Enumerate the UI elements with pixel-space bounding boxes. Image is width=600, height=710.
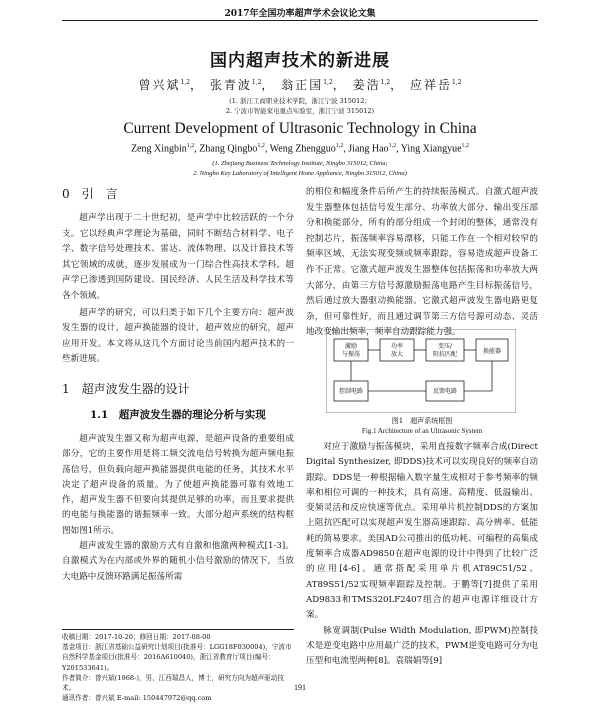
author-cn: 张青波 bbox=[209, 78, 252, 92]
title-en: Current Development of Ultrasonic Technology in China bbox=[123, 120, 477, 137]
author-en: Zeng Xingbin bbox=[130, 143, 187, 155]
figure-caption-cn: 图1 超声系统框图 bbox=[391, 417, 453, 425]
paragraph-1-1-b: 超声波发生器的激励方式有自激和他激两种模式[1-3]。自激模式为在内部或外界的随机小信号激励的情况下，当放大电路中反馈环路满足振荡所需 bbox=[62, 541, 294, 582]
section-heading-1: 1 超声波发生器的设计 bbox=[62, 381, 190, 396]
box-transformer-label-2: 阻抗匹配 bbox=[432, 351, 458, 358]
title-cn: 国内超声技术的新进展 bbox=[210, 51, 390, 71]
figure-caption-en: Fig.1 Architecture of an Ultrasonic System bbox=[361, 427, 483, 435]
paragraph-1-1-a: 超声波发生器又称为超声电源，是超声设备的重要组成部分，它的主要作用是将工频交流电信号转换为超声频电振荡信号，但负载向超声换能器提供电能的任务，其技术水平决定了超声设备的质量。为了使超声换能器可靠有效地工作，超声发生器不但要向其提供足够的功率，而且要求提供的电能与换能器的谐振频率一致。大部分超声系统的结构框图如图1所示。 bbox=[62, 433, 294, 536]
authors-cn: 曾兴斌$^{1,2}$， 张青波$^{1,2}$， 翁正国$^{1,2}$， 姜浩$^{1,2}$， 应祥岳$^{1,2}$ bbox=[138, 78, 462, 92]
page-number: 191 bbox=[294, 683, 306, 692]
paragraph-right-pwm: 脉宽调制(Pulse Width Modulation, 即PWM)控制技术是逆变电路中应用最广泛的技术，PWM逆变电路可分为电压型和电流型两种[8]。袁瑞娟等[9] bbox=[306, 625, 538, 667]
box-excitation-label-1: 激励 bbox=[344, 343, 358, 350]
section-heading-1-1: 1.1 超声波发生器的理论分析与实现 bbox=[90, 408, 266, 421]
author-cn: 翁正国 bbox=[281, 78, 324, 92]
footnote-rule bbox=[62, 629, 294, 630]
paragraph-right-dds: 对应于激励与振荡模块，采用直接数字频率合成(Direct Digital Synthesizer, 即DDS)技术可以实现良好的频率自动跟踪。DDS是一种根据输入数字量生成相对于参考频率的频率和相位可调的一种技术，具有高速、高精度、低温输出、变频灵活和反应快速等优点。采用单片机控制DDS的方案加上阻抗匹配可以实现超声发生器高速跟踪、高分辨率、低能耗的简易要求。美国AD公司推出的低功耗、可编程的高集成度频率合成器AD9850在超声电源的设计中得到了比较广泛的应用[4-6]。通常搭配采用单片机AT89C51/52、AT89S51/52实现频率跟踪及控制。于鹏等[7]提供了采用AD9833和TMS320LF2407组合的超声电源详细设计方案。 bbox=[306, 442, 538, 621]
box-feedback-label: 反馈电路 bbox=[432, 388, 458, 395]
header-rule bbox=[62, 20, 538, 21]
affiliation-en-2: 2. Ningbo Key Laboratory of Intelligent Home Appliance, Ningbo 315012, China) bbox=[193, 170, 407, 177]
paragraph-intro-2: 超声学的研究，可以归类于如下几个主要方向：超声波发生器的设计，超声换能器的设计，超声效应的研究，超声应用开发。本文将从这几个方面讨论当前国内超声技术的一些新进展。 bbox=[62, 307, 294, 365]
box-amplifier-label-1: 功率 bbox=[390, 343, 404, 350]
box-control-label: 控制电路 bbox=[338, 388, 364, 395]
author-cn: 应祥岳 bbox=[410, 78, 453, 92]
authors-en: Zeng Xingbin$^{1,2}$, Zhang Qingbo$^{1,2}$, Weng Zhengguo$^{1,2}$, Jiang Hao$^{1,2}$, Ying Xiangyue$^{1,2}$ bbox=[130, 143, 470, 155]
author-en: Jiang Hao bbox=[348, 143, 389, 155]
box-transformer-label-1: 变压/ bbox=[437, 343, 453, 350]
right-column-bottom bbox=[306, 440, 538, 669]
affiliation-cn-1: (1. 浙江工商职业技术学院，浙江宁波 315012； bbox=[229, 97, 371, 105]
affiliation-cn-2: 2. 宁波市智能家电重点实验室，浙江宁波 315012) bbox=[225, 107, 375, 115]
author-en: Zhang Qingbo bbox=[199, 143, 258, 155]
left-column bbox=[62, 185, 294, 585]
author-cn: 姜浩 bbox=[352, 78, 381, 92]
right-column-top bbox=[306, 185, 538, 341]
footnote-author-bio: 作者简介：曾兴斌(1968-)，男，江西瑞昌人，博士，研究方向为超声驱动技术。 bbox=[62, 673, 284, 693]
box-transducer-label: 换能器 bbox=[482, 348, 502, 355]
paragraph-intro-1: 超声学出现于二十世纪初，是声学中比较活跃的一个分支。它以经典声学理论为基础，同时不断结合材料学、电子学、数字信号处理技术、雷达、流体物理、以及计算技术等其它领域的成就，逐步发展成为一门综合性高技术学科。超声学已渗透到国防建设、国民经济、人民生活及科学技术等各个领域。 bbox=[62, 213, 294, 301]
running-header: 2017年全国功率超声学术会议论文集 bbox=[224, 9, 376, 19]
footnotes bbox=[62, 632, 294, 703]
paragraph-right-continued: 的相位和幅度条件后所产生的持续振荡模式。自激式超声波发生器整体包括信号发生部分、功率放大部分、输出变压部分和换能部分，所有的部分组成一个封闭的整体，通常没有控制芯片，振荡频率容易漂移，只能工作在一个相对较窄的频率区域，无法实现变频或频率跟踪，容易造成超声设备工作不正常。它激式超声波发生器整体包括振荡和功率放大两大部分，由第三方信号源激励振荡电路产生目标振荡信号，然后通过放大器驱动换能器。它激式超声波发生器电路更复杂，但可靠性好，而且通过调节第三方信号源可动态、灵活地改变输出频率，频率自动跟踪能力强。 bbox=[306, 187, 538, 338]
footnote-funding: 基金项目：浙江省基础公益研究计划项目(批准号：LGG18F030004)，宁波市自然科学基金项目(批准号：2016A610040)，浙江省教育厅项目(编号：Y201533641)。 bbox=[62, 643, 292, 672]
box-excitation-label-2: 与振荡 bbox=[341, 351, 361, 358]
box-amplifier-label-2: 放大 bbox=[390, 351, 404, 358]
diagram-connectors bbox=[351, 350, 492, 391]
section-heading-intro: 0 引 言 bbox=[62, 187, 118, 201]
figure-1-block-diagram bbox=[326, 329, 516, 413]
affiliation-en-1: (1. Zhejiang Business Technology Institute, Ningbo 315012, China; bbox=[212, 160, 388, 167]
author-en: Ying Xiangyue bbox=[400, 143, 462, 155]
author-cn: 曾兴斌 bbox=[138, 78, 181, 92]
footnote-dates: 收稿日期：2017-10-20；修回日期：2017-08-00 bbox=[62, 633, 211, 641]
footnote-corresponding: 通讯作者：曾兴斌 E-mail: 150447972@qq.com bbox=[62, 694, 212, 703]
author-en: Weng Zhengguo bbox=[269, 143, 336, 155]
